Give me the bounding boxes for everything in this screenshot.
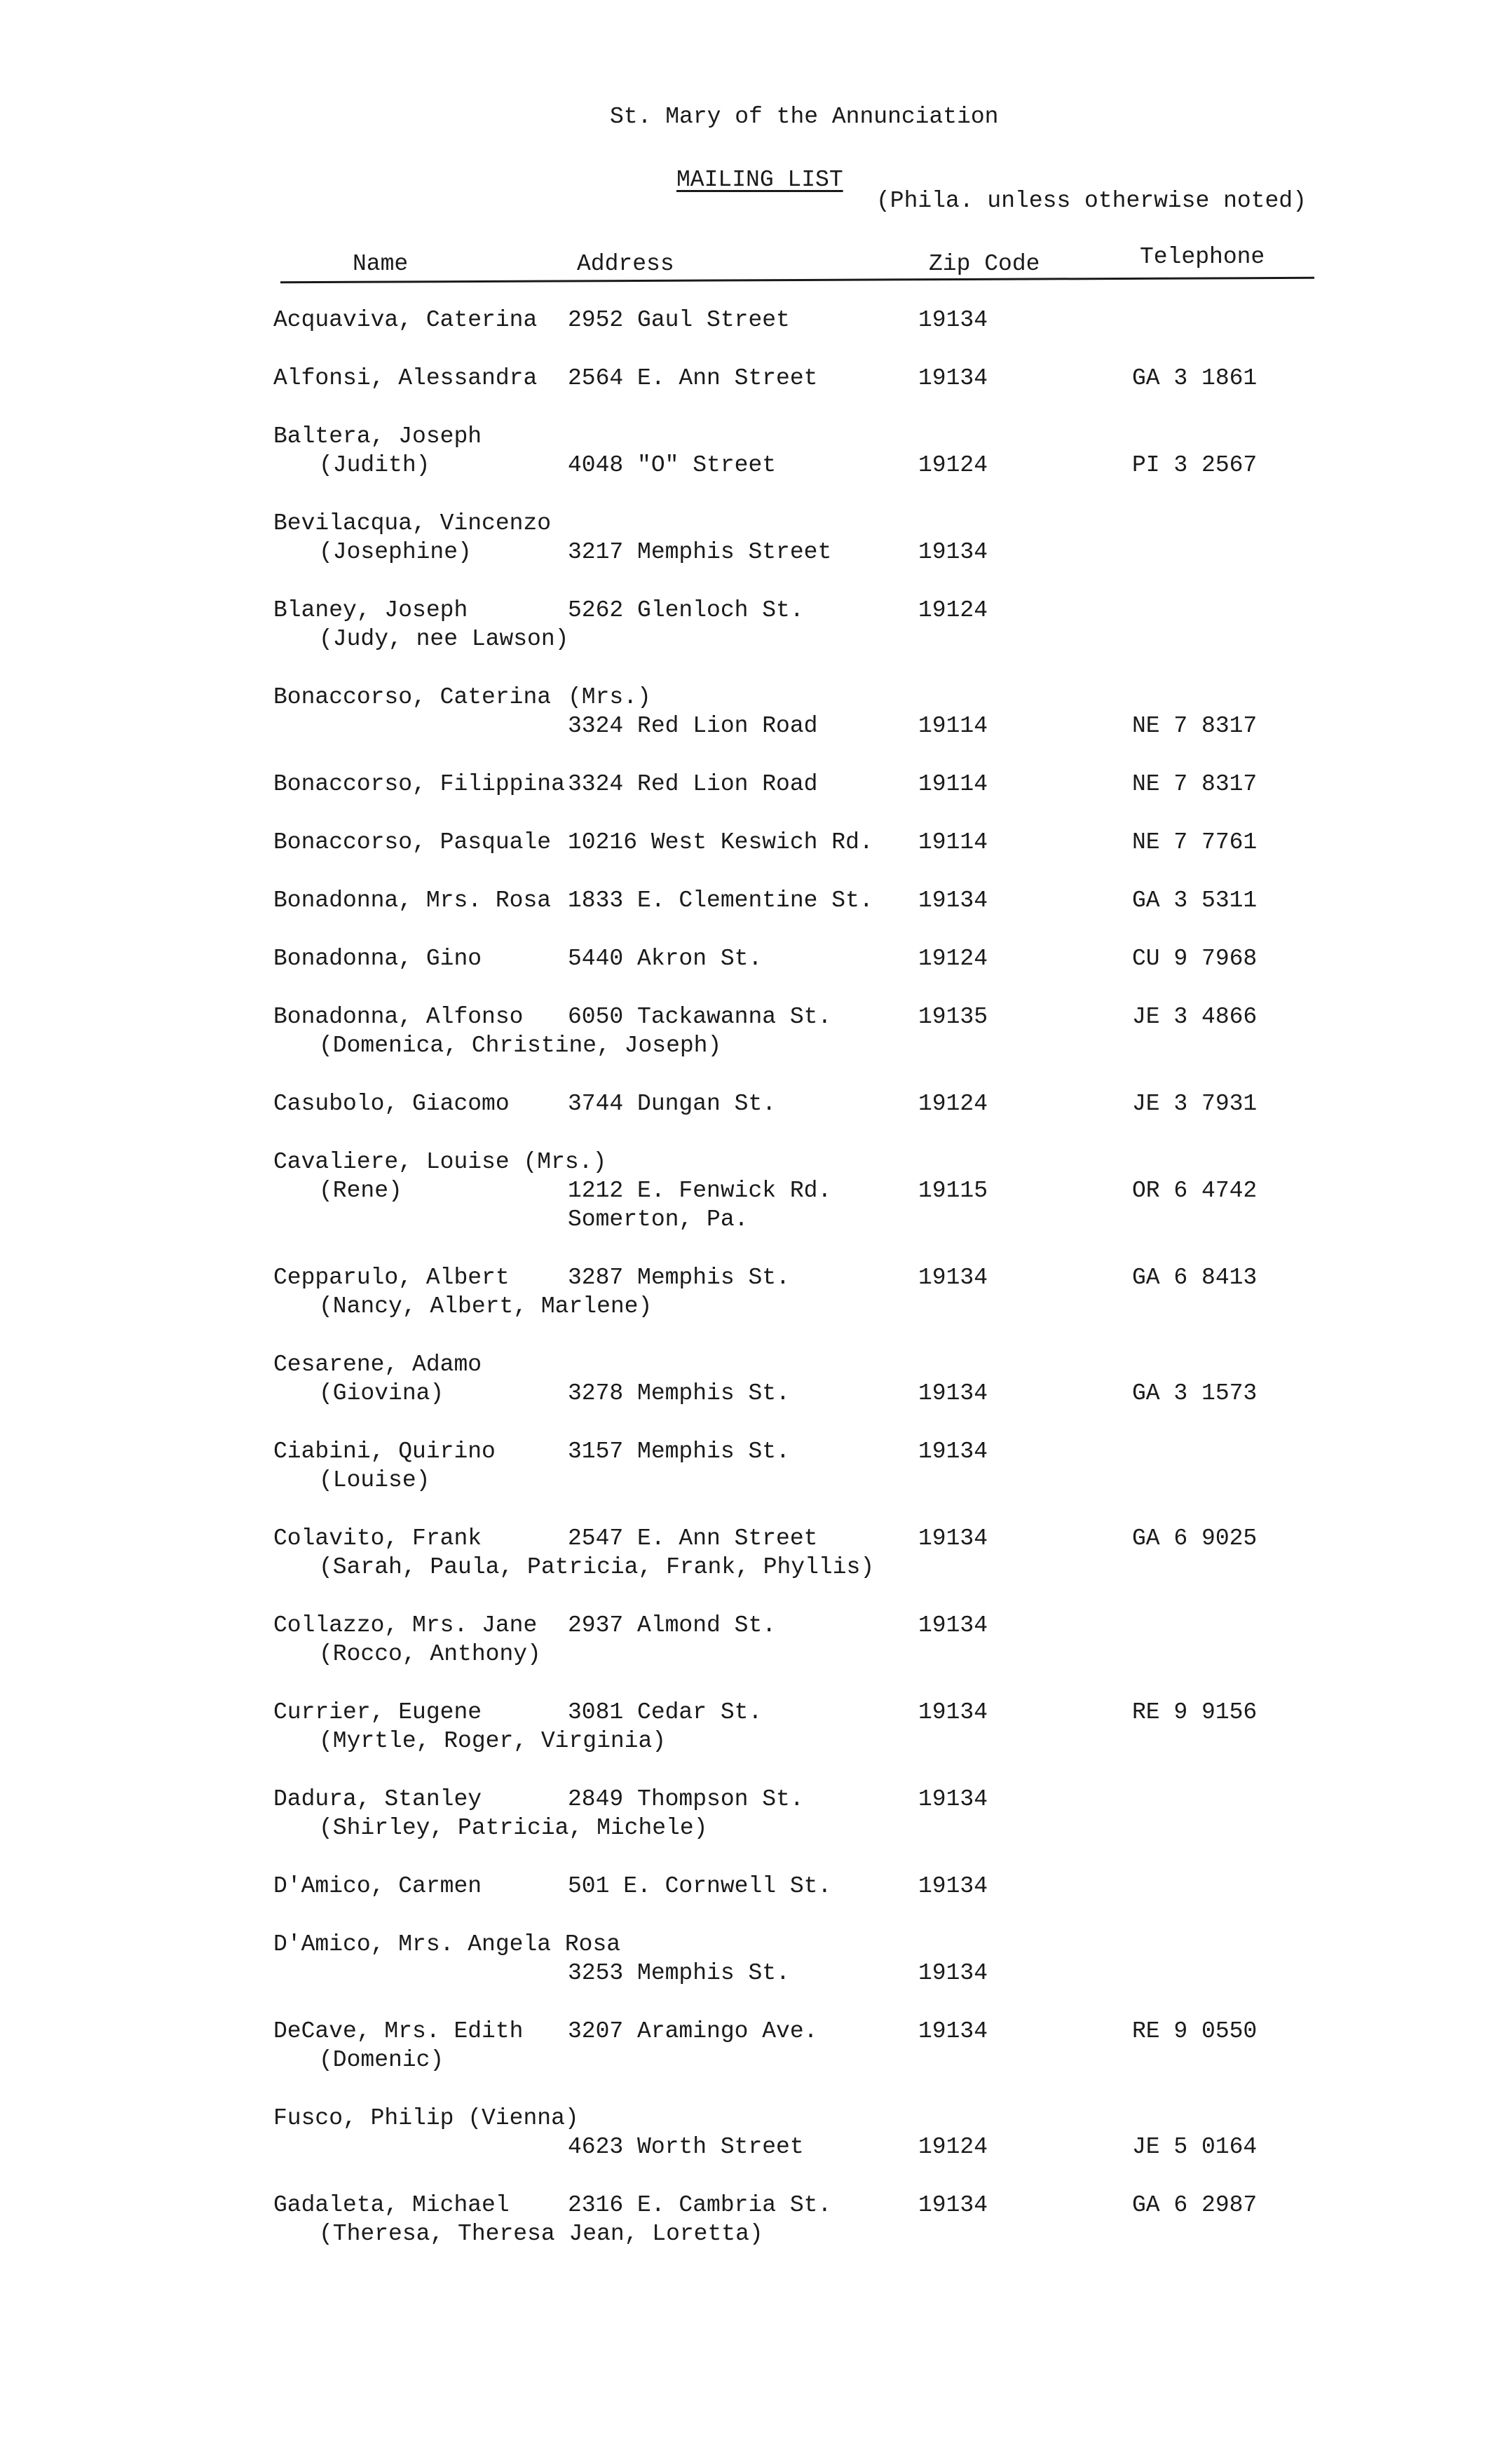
entry-line [0, 1380, 1512, 1409]
entry-name: Baltera, Joseph [273, 423, 482, 449]
entry-address: 3253 Memphis St. [568, 1960, 790, 1986]
entry-line [0, 597, 1512, 626]
entry-zip: 19114 [918, 713, 988, 739]
entry-line [0, 1873, 1512, 1902]
list-entry [0, 1439, 1512, 1496]
entry-telephone: GA 3 1861 [1132, 365, 1258, 391]
entry-name: (Sarah, Paula, Patricia, Frank, Phyllis) [319, 1554, 875, 1580]
entry-name: (Louise) [319, 1467, 430, 1493]
entry-name: (Josephine) [319, 539, 472, 565]
list-entry [0, 1265, 1512, 1322]
list-entry [0, 2105, 1512, 2163]
entry-address: 3278 Memphis St. [568, 1380, 790, 1406]
entry-zip: 19134 [918, 1265, 988, 1291]
entry-address: 2547 E. Ann Street [568, 1525, 818, 1551]
entry-name: (Rene) [319, 1178, 402, 1204]
entry-name: Cesarene, Adamo [273, 1352, 482, 1378]
entry-zip: 19134 [918, 1612, 988, 1638]
entry-telephone: GA 6 9025 [1132, 1525, 1258, 1551]
entry-telephone: RE 9 9156 [1132, 1699, 1258, 1725]
entry-address: 6050 Tackawanna St. [568, 1004, 832, 1030]
entry-name: Bonaccorso, Filippina [273, 771, 565, 797]
column-header-address: Address [577, 251, 674, 277]
entry-line [0, 1352, 1512, 1380]
entry-zip: 19134 [918, 2018, 988, 2044]
entry-line [0, 1293, 1512, 1322]
entry-line [0, 1931, 1512, 1960]
entry-name: Acquaviva, Caterina [273, 307, 538, 333]
list-entry [0, 1612, 1512, 1670]
entry-line [0, 946, 1512, 974]
entry-line [0, 1178, 1512, 1206]
entry-line [0, 1612, 1512, 1641]
entry-address: 2564 E. Ann Street [568, 365, 818, 391]
location-note: (Phila. unless otherwise noted) [876, 188, 1307, 214]
list-entry [0, 1525, 1512, 1583]
entry-line [0, 684, 1512, 713]
list-entry [0, 1786, 1512, 1844]
entry-line [0, 510, 1512, 539]
entry-name: Bonaccorso, Caterina [273, 684, 552, 710]
document-subtitle: MAILING LIST [676, 167, 843, 193]
entry-address: (Mrs.) [568, 684, 651, 710]
entry-line [0, 1033, 1512, 1061]
entry-line [0, 888, 1512, 916]
entry-address: 3324 Red Lion Road [568, 771, 818, 797]
entry-address: 2316 E. Cambria St. [568, 2192, 832, 2218]
entry-name: Gadaleta, Michael [273, 2192, 510, 2218]
entry-name: Collazzo, Mrs. Jane [273, 1612, 538, 1638]
entry-telephone: NE 7 8317 [1132, 771, 1258, 797]
entry-line [0, 829, 1512, 858]
entry-line [0, 1525, 1512, 1554]
entry-zip: 19124 [918, 2134, 988, 2160]
entry-zip: 19124 [918, 1091, 988, 1117]
entry-line [0, 713, 1512, 742]
entry-line [0, 539, 1512, 568]
entry-name: Cepparulo, Albert [273, 1265, 510, 1291]
mailing-list [0, 307, 1512, 2279]
entry-name: D'Amico, Mrs. Angela Rosa [273, 1931, 621, 1957]
list-entry [0, 2018, 1512, 2076]
entry-name: D'Amico, Carmen [273, 1873, 482, 1899]
entry-address: 5440 Akron St. [568, 946, 763, 972]
entry-line [0, 1641, 1512, 1670]
entry-telephone: GA 3 1573 [1132, 1380, 1258, 1406]
column-header-name: Name [353, 251, 409, 277]
entry-telephone: GA 6 8413 [1132, 1265, 1258, 1291]
entry-name: Bonadonna, Alfonso [273, 1004, 524, 1030]
entry-name: (Theresa, Theresa Jean, Loretta) [319, 2221, 763, 2247]
entry-zip: 19124 [918, 452, 988, 478]
list-entry [0, 1149, 1512, 1235]
entry-name: (Domenica, Christine, Joseph) [319, 1033, 722, 1059]
entry-name: Currier, Eugene [273, 1699, 482, 1725]
list-entry [0, 1931, 1512, 1989]
entry-line [0, 365, 1512, 394]
entry-address: 3744 Dungan St. [568, 1091, 777, 1117]
entry-zip: 19124 [918, 597, 988, 623]
entry-zip: 19134 [918, 1786, 988, 1812]
entry-name: Ciabini, Quirino [273, 1439, 496, 1464]
entry-zip: 19134 [918, 1960, 988, 1986]
entry-zip: 19134 [918, 539, 988, 565]
entry-line [0, 423, 1512, 452]
entry-line [0, 1265, 1512, 1293]
entry-zip: 19114 [918, 771, 988, 797]
column-header-telephone: Telephone [1140, 244, 1265, 270]
entry-telephone: JE 3 4866 [1132, 1004, 1258, 1030]
entry-name: (Domenic) [319, 2047, 444, 2073]
entry-address: 2952 Gaul Street [568, 307, 790, 333]
entry-line [0, 1786, 1512, 1815]
header-rule [280, 277, 1314, 283]
entry-line [0, 1439, 1512, 1467]
entry-line [0, 1699, 1512, 1728]
list-entry [0, 510, 1512, 568]
entry-line [0, 2047, 1512, 2076]
entry-address: 1212 E. Fenwick Rd. [568, 1178, 832, 1204]
entry-line [0, 2221, 1512, 2250]
entry-line [0, 771, 1512, 800]
list-entry [0, 829, 1512, 858]
list-entry [0, 2192, 1512, 2250]
entry-name: (Shirley, Patricia, Michele) [319, 1815, 708, 1841]
list-entry [0, 597, 1512, 655]
list-entry [0, 423, 1512, 481]
entry-name: Cavaliere, Louise (Mrs.) [273, 1149, 607, 1175]
entry-name: Bonadonna, Gino [273, 946, 482, 972]
entry-line [0, 1728, 1512, 1757]
entry-line [0, 2134, 1512, 2163]
document-title: St. Mary of the Annunciation [610, 104, 999, 130]
list-entry [0, 684, 1512, 742]
entry-telephone: NE 7 7761 [1132, 829, 1258, 855]
entry-address: 1833 E. Clementine St. [568, 888, 873, 913]
entry-line [0, 2192, 1512, 2221]
entry-line [0, 1091, 1512, 1120]
entry-telephone: GA 6 2987 [1132, 2192, 1258, 2218]
entry-line [0, 1467, 1512, 1496]
entry-address: 4623 Worth Street [568, 2134, 804, 2160]
entry-name: Dadura, Stanley [273, 1786, 482, 1812]
entry-address: 2849 Thompson St. [568, 1786, 804, 1812]
entry-address: 3157 Memphis St. [568, 1439, 790, 1464]
entry-name: Colavito, Frank [273, 1525, 482, 1551]
entry-address: 501 E. Cornwell St. [568, 1873, 832, 1899]
entry-name: Casubolo, Giacomo [273, 1091, 510, 1117]
list-entry [0, 946, 1512, 974]
entry-name: (Nancy, Albert, Marlene) [319, 1293, 653, 1319]
entry-zip: 19135 [918, 1004, 988, 1030]
entry-name: Bonadonna, Mrs. Rosa [273, 888, 552, 913]
entry-name: (Giovina) [319, 1380, 444, 1406]
entry-address: Somerton, Pa. [568, 1206, 749, 1232]
entry-name: (Myrtle, Roger, Virginia) [319, 1728, 667, 1754]
entry-line [0, 452, 1512, 481]
entry-name: (Judith) [319, 452, 430, 478]
entry-name: Fusco, Philip (Vienna) [273, 2105, 579, 2131]
entry-name: Blaney, Joseph [273, 597, 468, 623]
list-entry [0, 1091, 1512, 1120]
entry-zip: 19134 [918, 1439, 988, 1464]
entry-address: 10216 West Keswich Rd. [568, 829, 873, 855]
entry-address: 4048 "O" Street [568, 452, 777, 478]
entry-line [0, 1815, 1512, 1844]
entry-line [0, 1149, 1512, 1178]
entry-address: 2937 Almond St. [568, 1612, 777, 1638]
entry-line [0, 2105, 1512, 2134]
entry-name: Bevilacqua, Vincenzo [273, 510, 552, 536]
list-entry [0, 1004, 1512, 1061]
entry-zip: 19134 [918, 888, 988, 913]
entry-line [0, 1004, 1512, 1033]
entry-zip: 19134 [918, 1699, 988, 1725]
column-header-zip: Zip Code [929, 251, 1040, 277]
entry-name: (Rocco, Anthony) [319, 1641, 541, 1667]
entry-zip: 19115 [918, 1178, 988, 1204]
entry-zip: 19134 [918, 2192, 988, 2218]
list-entry [0, 365, 1512, 394]
entry-telephone: JE 3 7931 [1132, 1091, 1258, 1117]
entry-telephone: RE 9 0550 [1132, 2018, 1258, 2044]
entry-name: (Judy, nee Lawson) [319, 626, 569, 652]
entry-name: Bonaccorso, Pasquale [273, 829, 552, 855]
entry-zip: 19134 [918, 1525, 988, 1551]
entry-telephone: GA 3 5311 [1132, 888, 1258, 913]
list-entry [0, 1873, 1512, 1902]
entry-address: 3207 Aramingo Ave. [568, 2018, 818, 2044]
entry-telephone: OR 6 4742 [1132, 1178, 1258, 1204]
entry-line [0, 307, 1512, 336]
list-entry [0, 1699, 1512, 1757]
entry-telephone: PI 3 2567 [1132, 452, 1258, 478]
entry-line [0, 626, 1512, 655]
entry-zip: 19134 [918, 1873, 988, 1899]
entry-line [0, 1554, 1512, 1583]
entry-name: Alfonsi, Alessandra [273, 365, 538, 391]
entry-telephone: NE 7 8317 [1132, 713, 1258, 739]
entry-address: 3217 Memphis Street [568, 539, 832, 565]
list-entry [0, 888, 1512, 916]
entry-line [0, 1206, 1512, 1235]
entry-line [0, 1960, 1512, 1989]
entry-telephone: JE 5 0164 [1132, 2134, 1258, 2160]
entry-address: 3324 Red Lion Road [568, 713, 818, 739]
entry-address: 5262 Glenloch St. [568, 597, 804, 623]
list-entry [0, 771, 1512, 800]
entry-zip: 19134 [918, 307, 988, 333]
entry-zip: 19134 [918, 1380, 988, 1406]
entry-address: 3287 Memphis St. [568, 1265, 790, 1291]
list-entry [0, 1352, 1512, 1409]
entry-zip: 19134 [918, 365, 988, 391]
entry-telephone: CU 9 7968 [1132, 946, 1258, 972]
entry-name: DeCave, Mrs. Edith [273, 2018, 524, 2044]
list-entry [0, 307, 1512, 336]
entry-zip: 19124 [918, 946, 988, 972]
entry-line [0, 2018, 1512, 2047]
entry-zip: 19114 [918, 829, 988, 855]
entry-address: 3081 Cedar St. [568, 1699, 763, 1725]
